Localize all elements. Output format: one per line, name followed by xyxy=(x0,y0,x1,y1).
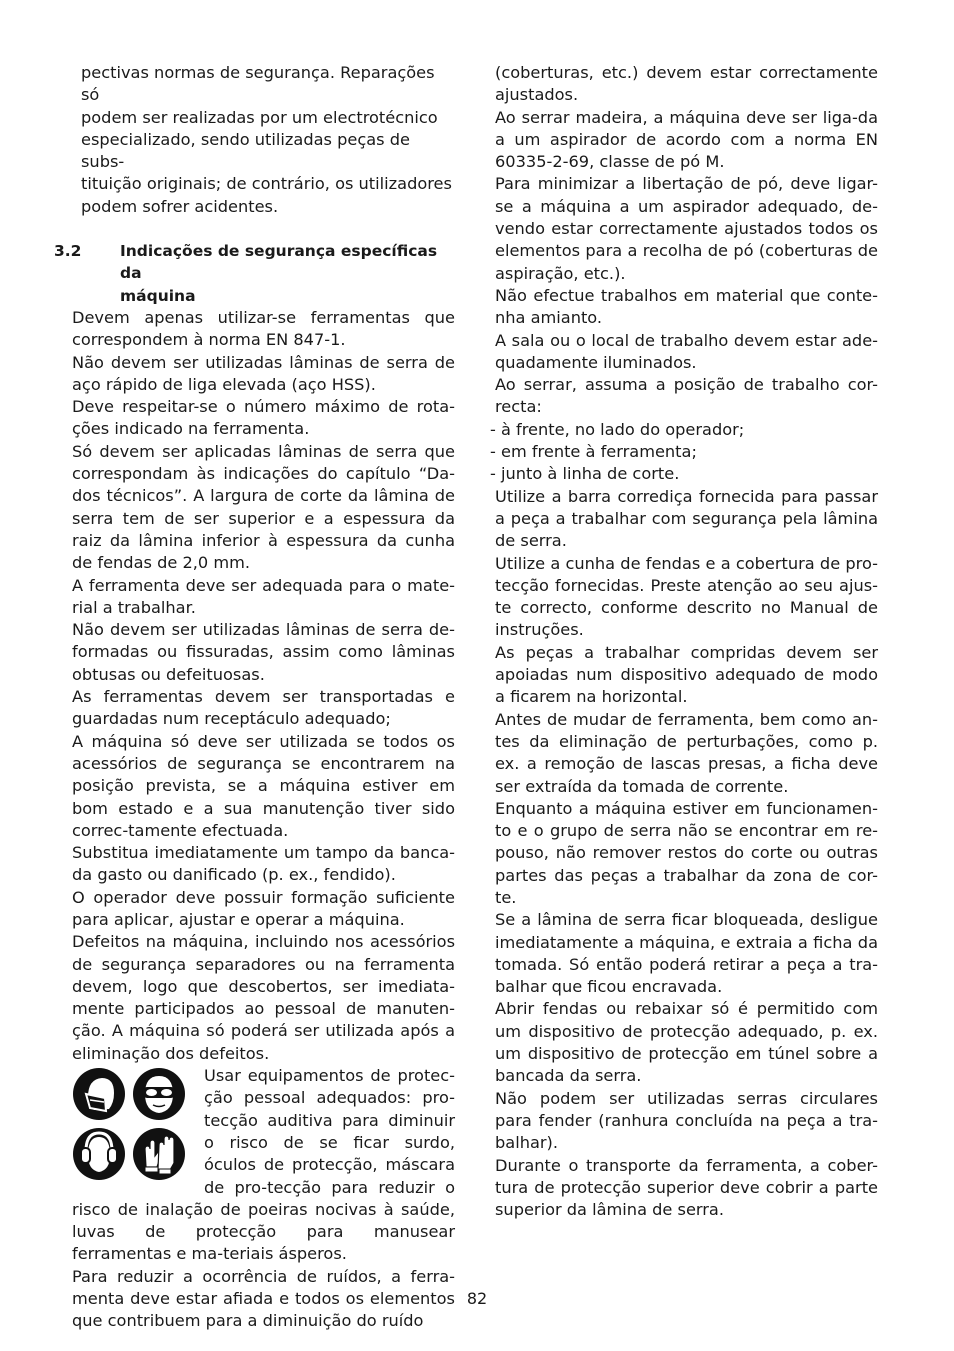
intro-text xyxy=(81,62,455,218)
page-number: 82 xyxy=(466,1289,488,1308)
section-title-line: Indicações de segurança específicas da xyxy=(120,242,438,283)
paragraph: Não devem ser utilizadas lâminas de serra de-formadas ou fissuradas, assim como lâminas obtusas ou defeituosas. xyxy=(72,620,455,684)
paragraph: Antes de mudar de ferramenta, bem como an-tes da eliminação de perturbações, como p. ex. a remoção de lascas presas, a ficha deve ser extraída da tomada de corrente. xyxy=(495,709,878,796)
paragraph: Enquanto a máquina estiver em funcionamen-to e o grupo de serra não se encontrar em re-pouso, não remover restos do corte ou outras partes das peças a trabalhar da zona de cor-te. xyxy=(495,798,878,907)
paragraph: As ferramentas devem ser transportadas e guardadas num receptáculo adequado; xyxy=(72,687,455,729)
right-column xyxy=(490,62,878,1221)
paragraph: A máquina só deve ser utilizada se todos os acessórios de segurança se encontrarem na posição prevista, se a máquina estiver em bom estado e a sua manutenção tiver sido correc-tamente efectuada. xyxy=(72,731,455,840)
paragraph: Substitua imediatamente um tampo da banca-da gasto ou danificado (p. ex., fendido). xyxy=(72,843,455,885)
paragraph: Utilize a cunha de fendas e a cobertura de pro-tecção fornecidas. Preste atenção ao seu ajus-te correcto, conforme descrito no Manual de instruções. xyxy=(495,553,878,640)
intro-line: tituição originais; de contrário, os utilizadores xyxy=(81,174,452,194)
protective-gloves-icon xyxy=(132,1127,186,1181)
paragraph: Ao serrar, assuma a posição de trabalho cor-recta: xyxy=(495,375,878,417)
paragraph: Abrir fendas ou rebaixar só é permitido com um dispositivo de protecção adequado, p. ex. um dispositivo de protecção em túnel sobre a bancada da serra. xyxy=(495,999,878,1086)
paragraph: As peças a trabalhar compridas devem ser apoiadas num dispositivo adequado de modo a ficarem na horizontal. xyxy=(495,642,878,707)
paragraph: Só devem ser aplicadas lâminas de serra que correspondam às indicações do capítulo “Da-dos técnicos”. A largura de corte da lâmina de serra tem de ser superior e a espessura da raiz da lâmina inferior à espessura da cunha de fendas de 2,0 mm. xyxy=(72,441,455,573)
paragraph: Se a lâmina de serra ficar bloqueada, desligue imediatamente a máquina, e extraia a ficha da tomada. Só então poderá retirar a peça a tra-balhar que ficou encravada. xyxy=(495,910,878,997)
paragraph: Para minimizar a libertação de pó, deve ligar-se a máquina a um aspirador adequado, de-vendo estar correctamente ajustados todos os elementos para a recolha de pó (coberturas de aspiração, etc.). xyxy=(495,174,878,283)
paragraph: A ferramenta deve ser adequada para o mate-rial a trabalhar. xyxy=(72,575,455,617)
face-mask-icon xyxy=(72,1067,126,1121)
paragraph: Não podem ser utilizadas serras circulares para fender (ranhura concluída na peça a tra-balhar). xyxy=(495,1088,878,1153)
list-item: - em frente à ferramenta; xyxy=(490,442,697,462)
paragraph: Utilize a barra corrediça fornecida para passar a peça a trabalhar com segurança pela lâmina de serra. xyxy=(495,486,878,551)
section-number: 3.2 xyxy=(54,242,82,261)
paragraph: Devem apenas utilizar-se ferramentas que correspondem à norma EN 847-1. xyxy=(72,307,455,350)
ppe-paragraph: Usar equipamentos de protec-ção pessoal adequados: pro-tecção auditiva para diminuir o risco de se ficar surdo, óculos de protecção, máscara de pro-tecção para reduzir o risco de inalação de poeiras nocivas à saúde, luvas de protecção para manusear ferramentas e ma-teriais ásperos. xyxy=(72,1066,455,1264)
list-item: - à frente, no lado do operador; xyxy=(490,419,745,439)
paragraph: Não devem ser utilizadas lâminas de serra de aço rápido de liga elevada (aço HSS). xyxy=(72,352,455,394)
safety-goggles-icon xyxy=(132,1067,186,1121)
list-item: - junto à linha de corte. xyxy=(490,464,680,484)
paragraph: Não efectue trabalhos em material que conte-nha amianto. xyxy=(495,285,878,328)
intro-line: especializado, sendo utilizadas peças de subs- xyxy=(81,129,410,172)
paragraph: Para reduzir a ocorrência de ruídos, a ferra-menta deve estar afiada e todos os elementos que contribuem para a diminuição do ruído xyxy=(72,1266,455,1331)
paragraph: A sala ou o local de trabalho devem estar ade-quadamente iluminados. xyxy=(495,330,878,372)
paragraph: Deve respeitar-se o número máximo de rota-ções indicado na ferramenta. xyxy=(72,397,455,439)
intro-line: podem ser realizadas por um electrotécnico xyxy=(81,107,438,127)
paragraph: Defeitos na máquina, incluindo nos acessórios de segurança separadores ou na ferramenta devem, logo que descobertos, ser imediata-mente participados ao pessoal de manuten-ção. A máquina só poderá ser utilizada após a eliminação dos defeitos. xyxy=(72,932,455,1063)
section-heading xyxy=(54,240,455,307)
ear-protection-icon xyxy=(72,1127,126,1181)
intro-line: podem sofrer acidentes. xyxy=(81,196,279,216)
intro-line: pectivas normas de segurança. Reparações só xyxy=(81,63,435,105)
paragraph: (coberturas, etc.) devem estar correctamente ajustados. xyxy=(495,63,878,105)
paragraph: Ao serrar madeira, a máquina deve ser liga-da a um aspirador de acordo com a norma EN 60335-2-69, classe de pó M. xyxy=(495,107,878,172)
ppe-icons xyxy=(72,1067,196,1185)
paragraph: Durante o transporte da ferramenta, a cober-tura de protecção superior deve cobrir a parte superior da lâmina de serra. xyxy=(495,1155,878,1220)
section-title-line: máquina xyxy=(120,286,196,305)
left-column xyxy=(54,62,455,1333)
paragraph: O operador deve possuir formação suficiente para aplicar, ajustar e operar a máquina. xyxy=(72,887,455,929)
